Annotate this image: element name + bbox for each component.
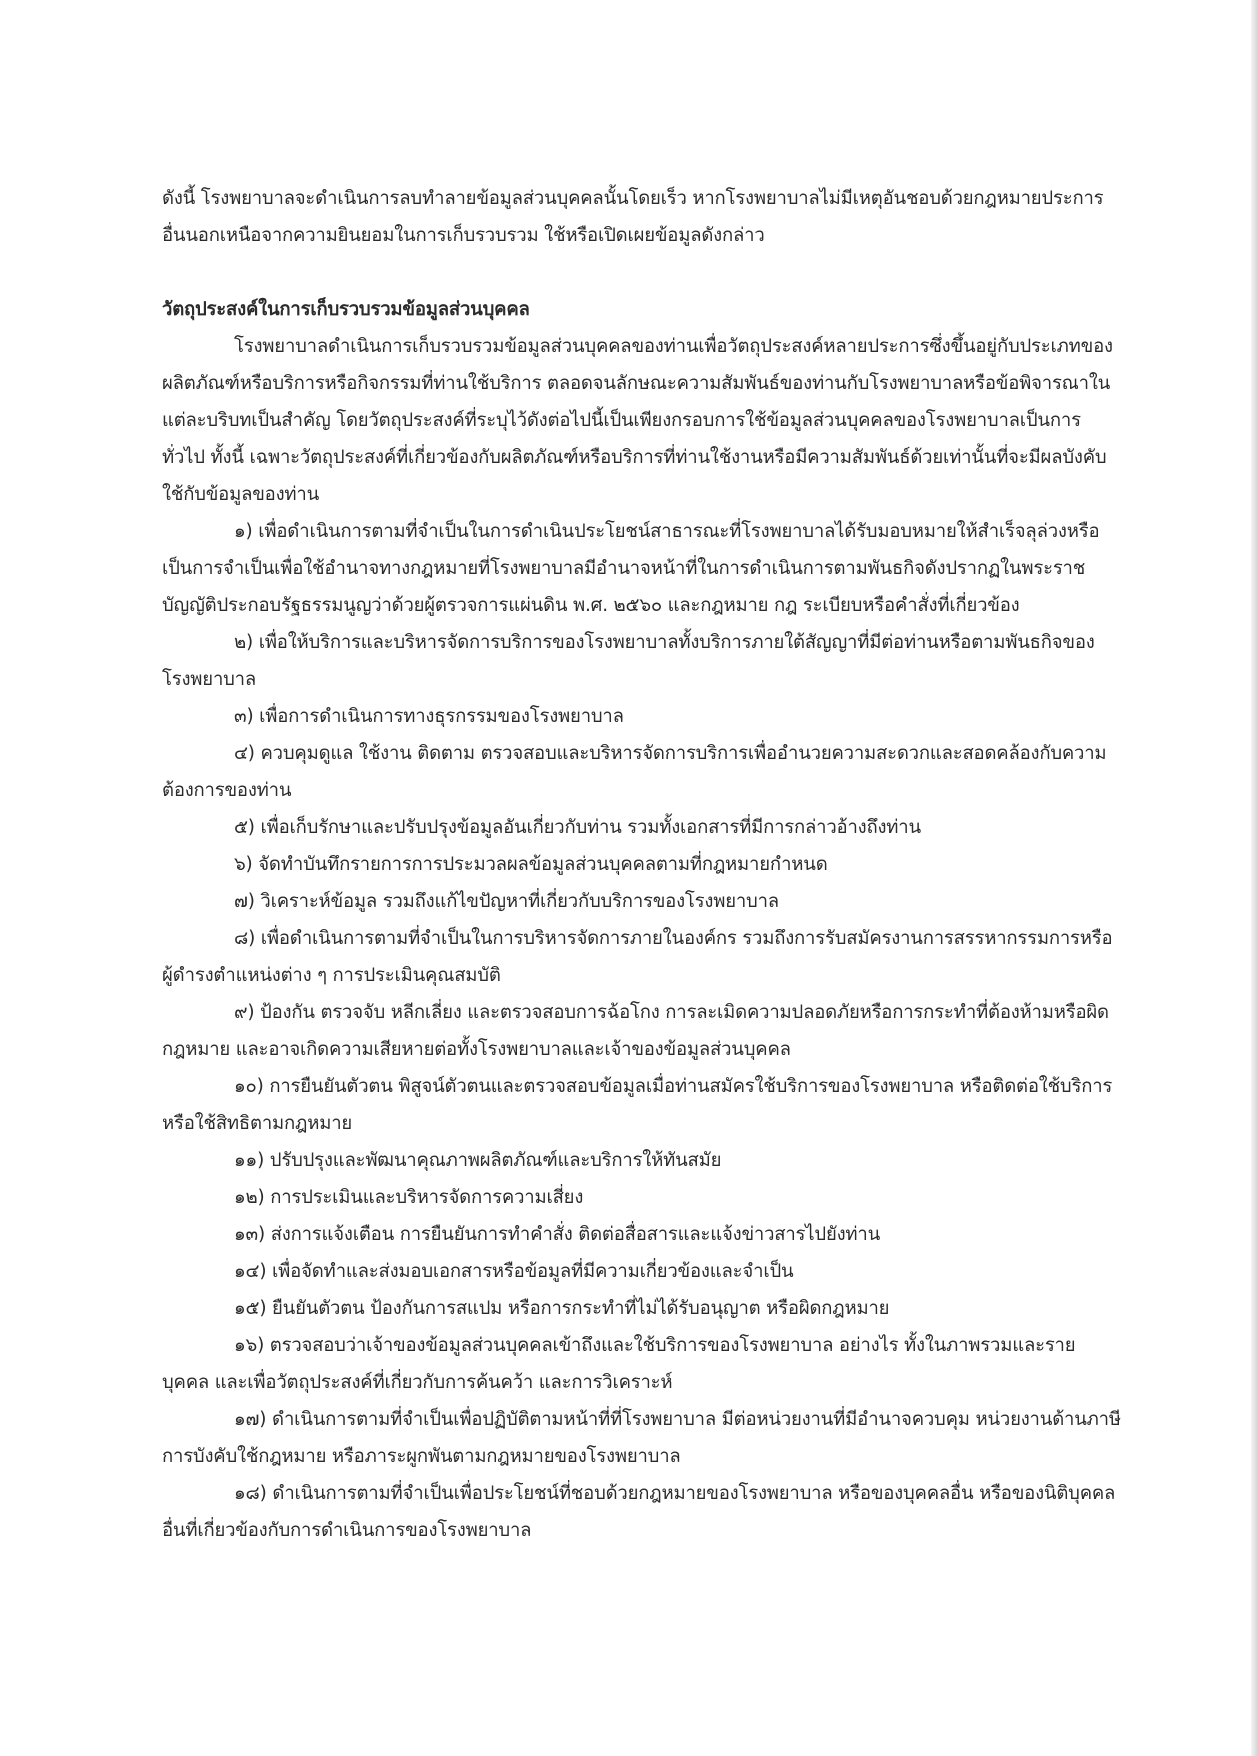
document-body	[162, 180, 1122, 1549]
list-item-6: ๖) จัดทำบันทึกรายการการประมวลผลข้อมูลส่วนบุคคลตามที่กฎหมายกำหนด	[234, 854, 828, 875]
list-item-14: ๑๔) เพื่อจัดทำและส่งมอบเอกสารหรือข้อมูลที่มีความเกี่ยวข้องและจำเป็น	[234, 1261, 794, 1282]
list-item-10: ๑๐) การยืนยันตัวตน พิสูจน์ตัวตนและตรวจสอบข้อมูลเมื่อท่านสมัครใช้บริการของโรงพยาบาล หรือติดต่อใช้บริการ หรือใช้สิทธิตามกฎหมาย	[162, 1076, 1113, 1134]
list-item-2: ๒) เพื่อให้บริการและบริหารจัดการบริการของโรงพยาบาลทั้งบริการภายใต้สัญญาที่มีต่อท่านหรือตามพันธกิจของโรงพยาบาล	[162, 632, 1095, 690]
section-paragraph: โรงพยาบาลดำเนินการเก็บรวบรวมข้อมูลส่วนบุคคลของท่านเพื่อวัตถุประสงค์หลายประการซึ่งขึ้นอยู่กับประเภทของผลิตภัณฑ์หรือบริการหรือกิจกรรมที่ท่านใช้บริการ ตลอดจนลักษณะความสัมพันธ์ของท่านกับโรงพยาบาลหรือข้อพิจารณาในแต่ละบริบทเป็นสำคัญ โดยวัตถุประสงค์ที่ระบุไว้ดังต่อไปนี้เป็นเพียงกรอบการใช้ข้อมูลส่วนบุคคลของโรงพยาบาลเป็นการทั่วไป ทั้งนี้ เฉพาะวัตถุประสงค์ที่เกี่ยวข้องกับผลิตภัณฑ์หรือบริการที่ท่านใช้งานหรือมีความสัมพันธ์ด้วยเท่านั้นที่จะมีผลบังคับใช้กับข้อมูลของท่าน	[162, 336, 1113, 505]
scan-edge	[1251, 0, 1257, 1756]
list-item-15: ๑๕) ยืนยันตัวตน ป้องกันการสแปม หรือการกระทำที่ไม่ได้รับอนุญาต หรือผิดกฎหมาย	[234, 1298, 890, 1319]
intro-paragraph: ดังนี้ โรงพยาบาลจะดำเนินการลบทำลายข้อมูลส่วนบุคคลนั้นโดยเร็ว หากโรงพยาบาลไม่มีเหตุอันชอบด้วยกฎหมายประการอื่นนอกเหนือจากความยินยอมในการเก็บรวบรวม ใช้หรือเปิดเผยข้อมูลดังกล่าว	[162, 188, 1104, 246]
section-heading: วัตถุประสงค์ในการเก็บรวบรวมข้อมูลส่วนบุคคล	[162, 299, 530, 320]
list-item-5: ๕) เพื่อเก็บรักษาและปรับปรุงข้อมูลอันเกี่ยวกับท่าน รวมทั้งเอกสารที่มีการกล่าวอ้างถึงท่าน	[234, 817, 921, 838]
list-item-13: ๑๓) ส่งการแจ้งเตือน การยืนยันการทำคำสั่ง ติดต่อสื่อสารและแจ้งข่าวสารไปยังท่าน	[234, 1224, 881, 1245]
list-item-16: ๑๖) ตรวจสอบว่าเจ้าของข้อมูลส่วนบุคคลเข้าถึงและใช้บริการของโรงพยาบาล อย่างไร ทั้งในภาพรวมและรายบุคคล และเพื่อวัตถุประสงค์ที่เกี่ยวกับการค้นคว้า และการวิเคราะห์	[162, 1335, 1076, 1393]
list-item-8: ๘) เพื่อดำเนินการตามที่จำเป็นในการบริหารจัดการภายในองค์กร รวมถึงการรับสมัครงานการสรรหากรรมการหรือผู้ดำรงตำแหน่งต่าง ๆ การประเมินคุณสมบัติ	[162, 928, 1113, 986]
list-item-3: ๓) เพื่อการดำเนินการทางธุรกรรมของโรงพยาบาล	[234, 706, 624, 727]
list-item-12: ๑๒) การประเมินและบริหารจัดการความเสี่ยง	[234, 1187, 584, 1208]
list-item-11: ๑๑) ปรับปรุงและพัฒนาคุณภาพผลิตภัณฑ์และบริการให้ทันสมัย	[234, 1150, 722, 1171]
list-item-4: ๔) ควบคุมดูแล ใช้งาน ติดตาม ตรวจสอบและบริหารจัดการบริการเพื่ออำนวยความสะดวกและสอดคล้องกับความต้องการของท่าน	[162, 743, 1107, 801]
list-item-17: ๑๗) ดำเนินการตามที่จำเป็นเพื่อปฏิบัติตามหน้าที่ที่โรงพยาบาล มีต่อหน่วยงานที่มีอำนาจควบคุม หน่วยงานด้านภาษี การบังคับใช้กฎหมาย หรือภาระผูกพันตามกฎหมายของโรงพยาบาล	[162, 1409, 1121, 1467]
list-item-9: ๙) ป้องกัน ตรวจจับ หลีกเลี่ยง และตรวจสอบการฉ้อโกง การละเมิดความปลอดภัยหรือการกระทำที่ต้องห้ามหรือผิดกฎหมาย และอาจเกิดความเสียหายต่อทั้งโรงพยาบาลและเจ้าของข้อมูลส่วนบุคคล	[162, 1002, 1109, 1060]
list-item-1: ๑) เพื่อดำเนินการตามที่จำเป็นในการดำเนินประโยชน์สาธารณะที่โรงพยาบาลได้รับมอบหมายให้สำเร็จลุล่วงหรือเป็นการจำเป็นเพื่อใช้อำนาจทางกฎหมายที่โรงพยาบาลมีอำนาจหน้าที่ในการดำเนินการตามพันธกิจดังปรากฏในพระราชบัญญัติประกอบรัฐธรรมนูญว่าด้วยผู้ตรวจการแผ่นดิน พ.ศ. ๒๕๖๐ และกฎหมาย กฎ ระเบียบหรือคำสั่งที่เกี่ยวข้อง	[162, 521, 1100, 616]
list-item-7: ๗) วิเคราะห์ข้อมูล รวมถึงแก้ไขปัญหาที่เกี่ยวกับบริการของโรงพยาบาล	[234, 891, 779, 912]
list-item-18: ๑๘) ดำเนินการตามที่จำเป็นเพื่อประโยชน์ที่ชอบด้วยกฎหมายของโรงพยาบาล หรือของบุคคลอื่น หรือของนิติบุคคลอื่นที่เกี่ยวข้องกับการดำเนินการของโรงพยาบาล	[162, 1483, 1116, 1541]
